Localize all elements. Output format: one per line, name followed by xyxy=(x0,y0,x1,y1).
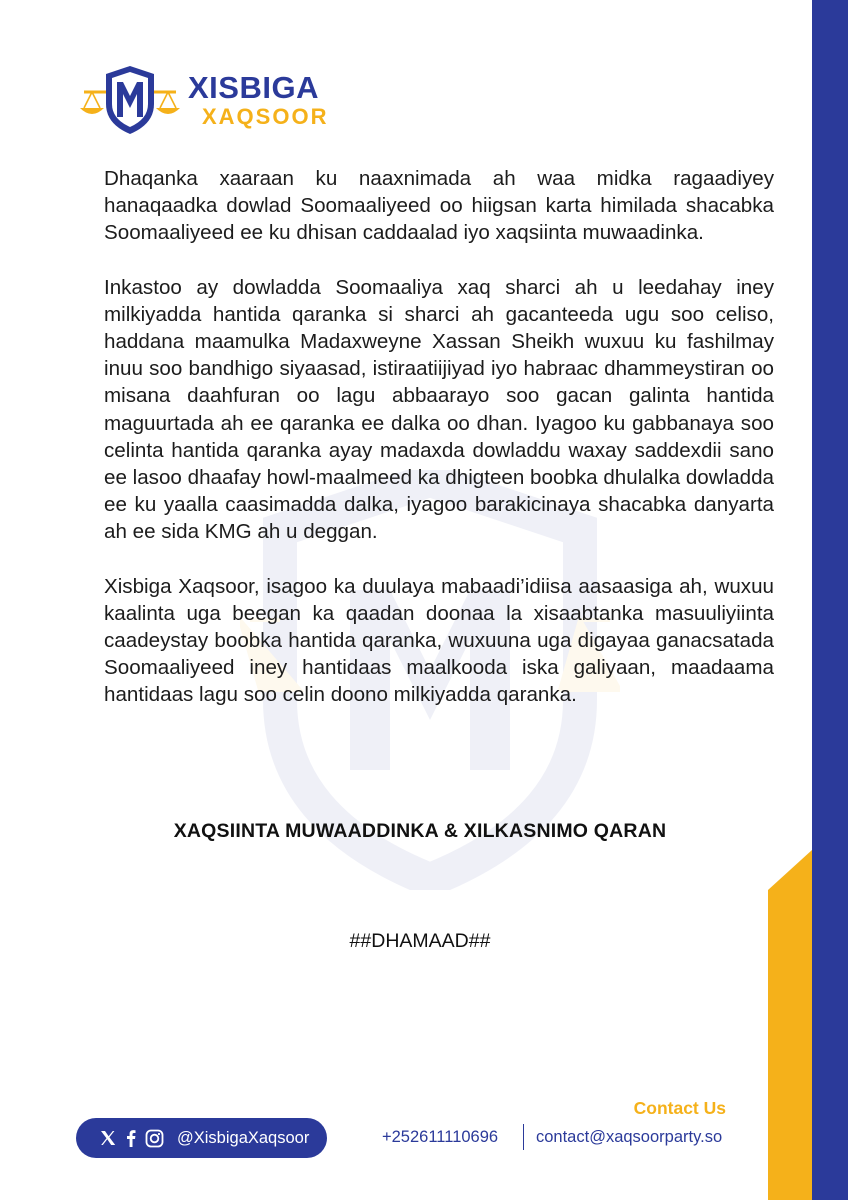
end-mark: ##DHAMAAD## xyxy=(349,930,491,952)
contact-divider xyxy=(523,1124,524,1150)
contact-title: Contact Us xyxy=(633,1098,726,1118)
party-logo xyxy=(78,62,328,138)
instagram-icon[interactable] xyxy=(144,1128,164,1148)
scales-shield-icon xyxy=(78,62,182,138)
x-icon[interactable] xyxy=(98,1128,118,1148)
logo-name-line1: XISBIGA xyxy=(188,70,319,105)
statement-body xyxy=(104,165,774,736)
paragraph-3: Xisbiga Xaqsoor, isagoo ka duulaya mabaadi’idiisa aasaasiga ah, wuxuu kaalinta uga beegan ka qaadan doonaa la xisaabtanka masuuliyiinta caadeystay boobka hantida qaranka, wuxuuna uga digayaa ganacsatada Soomaaliyeed iney hantidaas maalkooda iska galiyaan, maadaama hantidaas lagu soo celin doono milkiyadda qaranka. xyxy=(104,574,774,707)
side-yellow-accent xyxy=(768,0,848,1200)
paragraph-1: Dhaqanka xaaraan ku naaxnimada ah waa midka ragaadiyey hanaqaadka dowlad Soomaaliyeed oo hiigsan karta himilada shacabka Soomaaliyeed ee ku dhisan caddaalad iyo xaqsiinta muwaadinka. xyxy=(104,167,774,245)
slogan: XAQSIINTA MUWAADDINKA & XILKASNIMO QARAN xyxy=(173,820,667,842)
facebook-icon[interactable] xyxy=(121,1128,141,1148)
contact-phone[interactable]: +252611110696 xyxy=(382,1128,499,1146)
contact-email[interactable]: contact@xaqsoorparty.so xyxy=(536,1128,723,1146)
social-media-bar[interactable] xyxy=(76,1118,327,1158)
paragraph-2: Inkastoo ay dowladda Soomaaliya xaq sharci ah u leedahay iney milkiyadda hantida qaranka si sharci ah gacanteeda ugu soo celiso, haddana maamulka Madaxweyne Xassan Sheikh wuxuu ku fashilmay inuu soo bandhigo siyaasad, istiraatiijiyad iyo habraac dhammeystiran oo misana daahfuran oo lagu abbaarayo soo gacan galinta hantida maguurtada ah ee qaranka ee dalka oo dhan. Iyagoo ku gabbanaya soo celinta hantida qaranka ayay madaxda dowladdu waxay saddexdii sano ee lasoo dhaafay howl-maalmeed ka dhigteen boobka dhulalka dowladda ee ku yaalla caasimadda dalka, iyagoo barakicinaya shacabka danyarta ah ee sida KMG ah u deggan. xyxy=(104,275,774,544)
logo-name-line2: XAQSOOR xyxy=(202,104,329,129)
social-handle[interactable]: @XisbigaXaqsoor xyxy=(177,1128,310,1147)
